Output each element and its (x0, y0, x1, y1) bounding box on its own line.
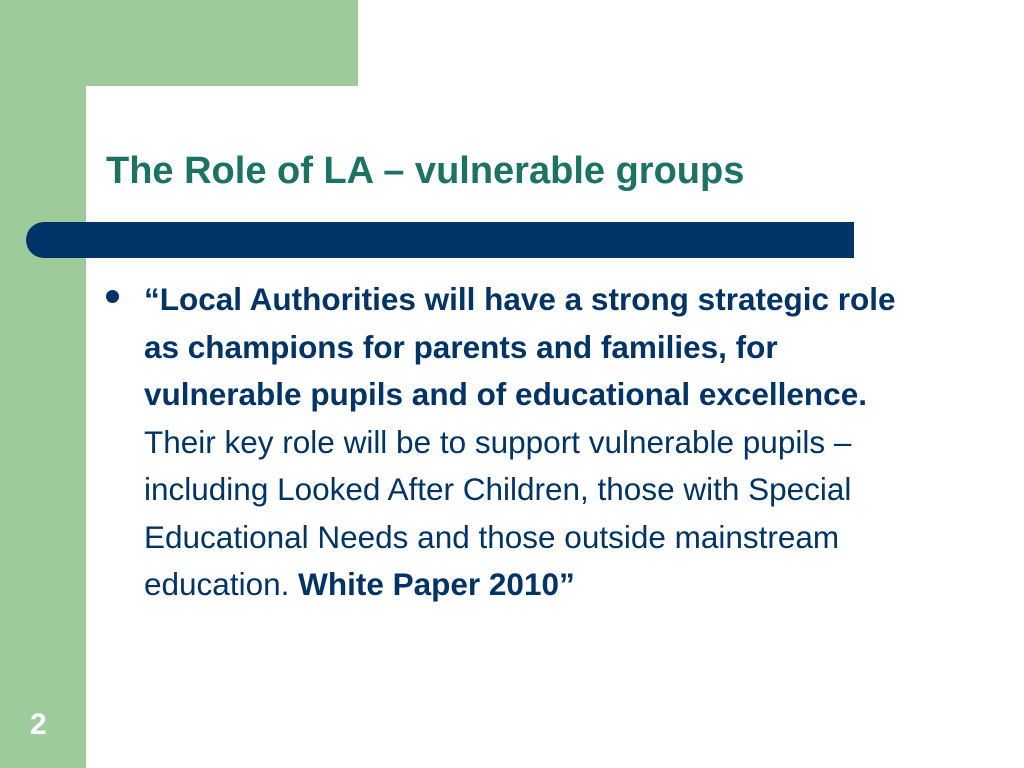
title-divider-bar (26, 222, 854, 258)
slide-title: The Role of LA – vulnerable groups (106, 150, 745, 192)
left-green-panel (0, 0, 86, 768)
quote-citation: White Paper 2010” (298, 566, 575, 602)
quote-paragraph (144, 276, 906, 609)
quote-body: Their key role will be to support vulnerable pupils – including Looked After Children, those with Special Educational Needs and those outside mainstream education. (144, 423, 852, 602)
slide-number: 2 (30, 708, 47, 741)
top-green-panel (0, 0, 358, 86)
bullet-item (106, 276, 906, 609)
quote-bold-lead: “Local Authorities will have a strong strategic role as champions for parents and families, for vulnerable pupils and of educational excellence. (144, 281, 896, 412)
bullet-dot-icon (106, 290, 119, 303)
